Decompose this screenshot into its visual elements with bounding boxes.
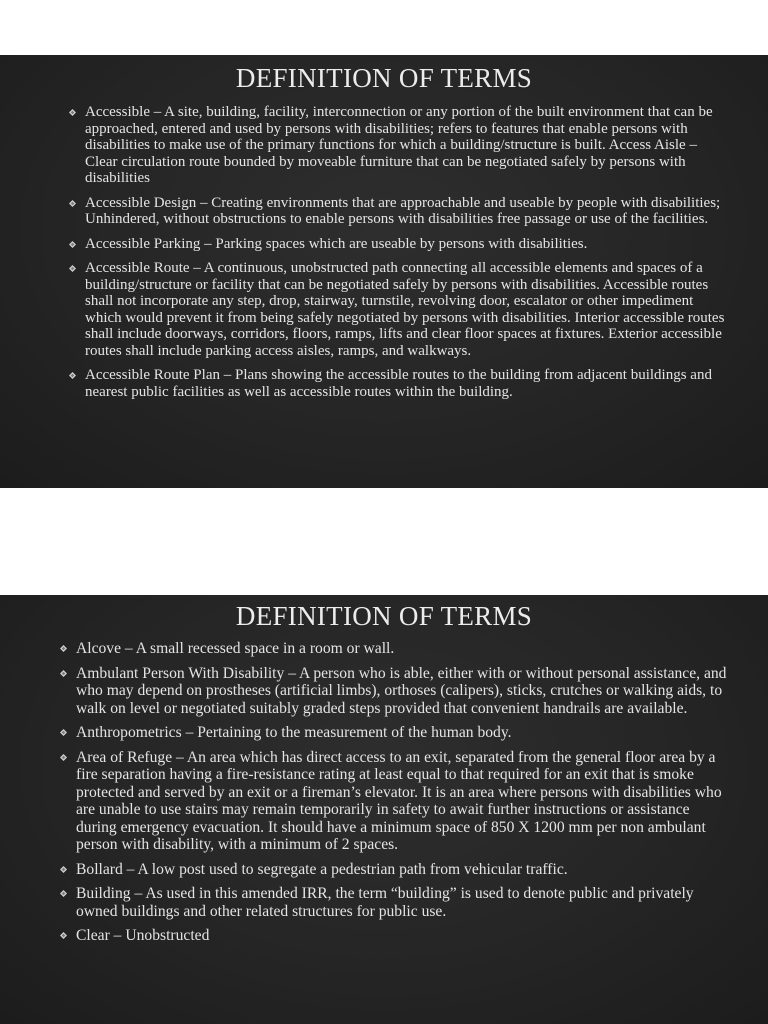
definition-list [0, 640, 768, 945]
definition-text: Accessible Route Plan – Plans showing the accessible routes to the building from adjacent buildings and nearest public facilities as well as accessible routes within the building. [85, 367, 712, 400]
definition-text: Anthropometrics – Pertaining to the measurement of the human body. [76, 724, 512, 741]
definition-text: Ambulant Person With Disability – A person who is able, either with or without personal assistance, and who may depend on prostheses (artificial limbs), orthoses (calipers), sticks, crutches or walking aids, to walk on level or negotiated suitably graded steps provided that convenient handrails are available. [76, 664, 727, 717]
list-item [76, 885, 728, 920]
diamond-bullet-icon [69, 109, 76, 116]
list-item [76, 665, 728, 718]
definition-text: Accessible Route – A continuous, unobstructed path connecting all accessible elements and spaces of a building/structure or facility that can be negotiated safely by persons with disabilities. Accessible routes shall not incorporate any step, drop, stairway, turnstile, revolving door, escalator or other impediment which would prevent it from being safely negotiated by persons with disabilities. Interior accessible routes shall include doorways, corridors, floors, ramps, lifts and clear floor spaces at fixtures. Exterior accessible routes shall include parking access aisles, ramps, and walkways. [85, 260, 725, 359]
diamond-bullet-icon [60, 754, 67, 761]
diamond-bullet-icon [60, 866, 67, 873]
list-item [76, 927, 728, 945]
list-item [85, 195, 728, 228]
diamond-bullet-icon [60, 890, 67, 897]
definition-text: Accessible Parking – Parking spaces which are useable by persons with disabilities. [85, 235, 588, 252]
diamond-bullet-icon [60, 645, 67, 652]
list-item [76, 640, 728, 658]
diamond-bullet-icon [60, 729, 67, 736]
slide-2 [0, 595, 768, 1024]
diamond-bullet-icon [69, 372, 76, 379]
definition-text: Bollard – A low post used to segregate a pedestrian path from vehicular traffic. [76, 860, 568, 878]
definition-text: Alcove – A small recessed space in a room or wall. [76, 640, 395, 657]
slide-1 [0, 55, 768, 488]
list-item [76, 861, 728, 879]
definition-text: Clear – Unobstructed [76, 927, 210, 944]
definition-text: Area of Refuge – An area which has direct access to an exit, separated from the general floor area by a fire separation having a fire-resistance rating at least equal to that required for an exit that is smoke protected and served by an exit or a fireman’s elevator. It is an area where persons with disabilities who are unable to use stairs may remain temporarily in safety to await further instructions or assistance during emergency evacuation. It should have a minimum space of 850 X 1200 mm per non ambulant person with disability, with a minimum of 2 spaces. [76, 748, 722, 853]
diamond-bullet-icon [60, 670, 67, 677]
list-item [76, 749, 728, 854]
list-item [85, 367, 728, 400]
diamond-bullet-icon [69, 241, 76, 248]
list-item [85, 236, 728, 253]
slide-title: DEFINITION OF TERMS [235, 601, 533, 631]
definition-text: Accessible – A site, building, facility, interconnection or any portion of the built environment that can be approached, entered and used by persons with disabilities; refers to features that enable persons with disabilities to make use of the primary functions for which a building/structure is built. Access Aisle – Clear circulation route bounded by moveable furniture that can be negotiated safely by persons with disabilities [85, 104, 713, 186]
definition-text: Building – As used in this amended IRR, the term “building” is used to denote public and privately owned buildings and other related structures for public use. [76, 885, 694, 920]
definition-text: Accessible Design – Creating environments that are approachable and useable by people with disabilities; Unhindered, without obstructions to enable persons with disabilities free passage or use of the facilities. [85, 194, 721, 227]
list-item [85, 104, 728, 187]
diamond-bullet-icon [69, 200, 76, 207]
definition-list [0, 104, 768, 400]
slide-title: DEFINITION OF TERMS [235, 63, 533, 93]
list-item [85, 260, 728, 359]
diamond-bullet-icon [69, 265, 76, 272]
diamond-bullet-icon [60, 932, 67, 939]
list-item [76, 724, 728, 742]
